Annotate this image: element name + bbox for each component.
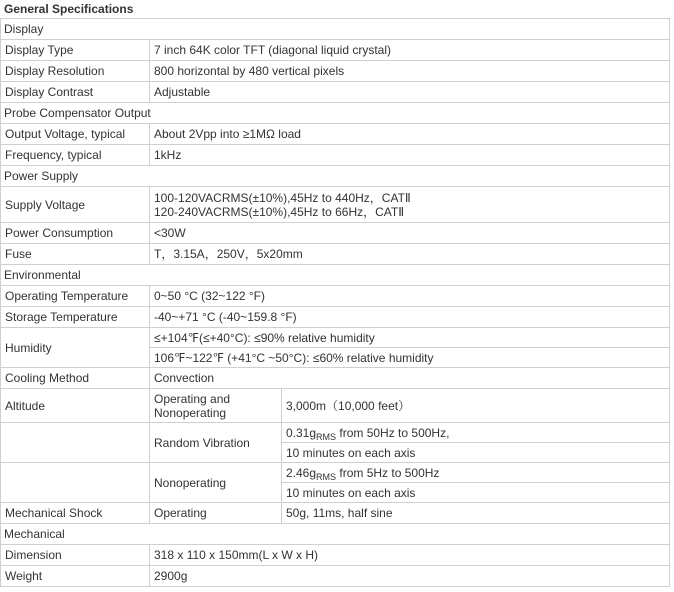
- table-row: [1, 307, 670, 328]
- row-label: Operating Temperature: [1, 286, 150, 307]
- row-label: Fuse: [1, 244, 150, 265]
- row-sublabel: [150, 389, 282, 423]
- row-value: 1kHz: [150, 145, 670, 166]
- row-label: Power Consumption: [1, 223, 150, 244]
- row-label: Storage Temperature: [1, 307, 150, 328]
- supply-voltage-line-1: 100-120VACRMS(±10%),45Hz to 440Hz，CATⅡ: [154, 190, 411, 205]
- table-row: [1, 82, 670, 103]
- table-row: [1, 286, 670, 307]
- rms-subscript: RMS: [316, 471, 337, 482]
- row-label-empty: [1, 423, 150, 463]
- row-label: Display Type: [1, 40, 150, 61]
- table-row: [1, 223, 670, 244]
- page-title: General Specifications: [4, 2, 134, 16]
- row-value: 0~50 °C (32~122 °F): [150, 286, 670, 307]
- section-row-probe: [1, 103, 670, 124]
- section-row-mechanical: [1, 524, 670, 545]
- row-value: [150, 187, 670, 223]
- row-label: Altitude: [1, 389, 150, 423]
- table-row: [1, 503, 670, 524]
- row-sublabel: Random Vibration: [150, 423, 282, 463]
- rms-subscript: RMS: [316, 431, 337, 442]
- row-value: 10 minutes on each axis: [282, 443, 670, 463]
- table-row: [1, 545, 670, 566]
- table-row: [1, 389, 670, 423]
- section-row-display: [1, 19, 670, 40]
- spec-table: [0, 18, 670, 587]
- row-label: Output Voltage, typical: [1, 124, 150, 145]
- table-row: [1, 463, 670, 483]
- row-label: Dimension: [1, 545, 150, 566]
- altitude-sub-line-2: Nonoperating: [154, 405, 227, 420]
- row-value: About 2Vpp into ≥1MΩ load: [150, 124, 670, 145]
- row-label: Display Contrast: [1, 82, 150, 103]
- row-value: 7 inch 64K color TFT (diagonal liquid crystal): [150, 40, 670, 61]
- row-value: T，3.15A，250V，5x20mm: [150, 244, 670, 265]
- row-value: 318 x 110 x 150mm(L x W x H): [150, 545, 670, 566]
- row-label: Cooling Method: [1, 368, 150, 389]
- table-row: [1, 328, 670, 348]
- table-row: [1, 124, 670, 145]
- row-value: 50g, 11ms, half sine: [282, 503, 670, 524]
- section-power: Power Supply: [1, 166, 670, 187]
- altitude-sub-line-1: Operating and: [154, 391, 231, 406]
- random-vibration-range: from 50Hz to 500Hz,: [336, 425, 450, 440]
- section-display: Display: [1, 19, 670, 40]
- section-row-power: [1, 166, 670, 187]
- row-value: Adjustable: [150, 82, 670, 103]
- section-environmental: Environmental: [1, 265, 670, 286]
- table-row: [1, 244, 670, 265]
- row-value: 3,000m（10,000 feet）: [282, 389, 670, 423]
- row-label: Supply Voltage: [1, 187, 150, 223]
- row-label: Humidity: [1, 328, 150, 368]
- supply-voltage-line-2: 120-240VACRMS(±10%),45Hz to 66Hz，CATⅡ: [154, 204, 405, 219]
- table-row: [1, 187, 670, 223]
- section-probe: Probe Compensator Output: [1, 103, 670, 124]
- table-row: [1, 566, 670, 587]
- row-value: ≤+104℉(≤+40°C): ≤90% relative humidity: [150, 328, 670, 348]
- row-value: 2900g: [150, 566, 670, 587]
- row-label: Display Resolution: [1, 61, 150, 82]
- row-label: Weight: [1, 566, 150, 587]
- table-row: [1, 61, 670, 82]
- row-value: [282, 423, 670, 443]
- row-sublabel: Nonoperating: [150, 463, 282, 503]
- row-value: -40~+71 °C (-40~159.8 °F): [150, 307, 670, 328]
- row-label: Mechanical Shock: [1, 503, 150, 524]
- row-sublabel: Operating: [150, 503, 282, 524]
- row-value: 800 horizontal by 480 vertical pixels: [150, 61, 670, 82]
- row-value: <30W: [150, 223, 670, 244]
- table-row: [1, 40, 670, 61]
- table-row: [1, 145, 670, 166]
- table-row: [1, 423, 670, 443]
- row-value: 10 minutes on each axis: [282, 483, 670, 503]
- row-value: [282, 463, 670, 483]
- section-row-environmental: [1, 265, 670, 286]
- random-vibration-value: 0.31g: [286, 425, 317, 440]
- table-row: [1, 368, 670, 389]
- nonoperating-range: from 5Hz to 500Hz: [336, 465, 440, 480]
- section-mechanical: Mechanical: [1, 524, 670, 545]
- row-value: 106℉~122℉ (+41°C ~50°C): ≤60% relative humidity: [150, 348, 670, 368]
- nonoperating-value: 2.46g: [286, 465, 317, 480]
- row-label: Frequency, typical: [1, 145, 150, 166]
- row-value: Convection: [150, 368, 670, 389]
- row-label-empty: [1, 463, 150, 503]
